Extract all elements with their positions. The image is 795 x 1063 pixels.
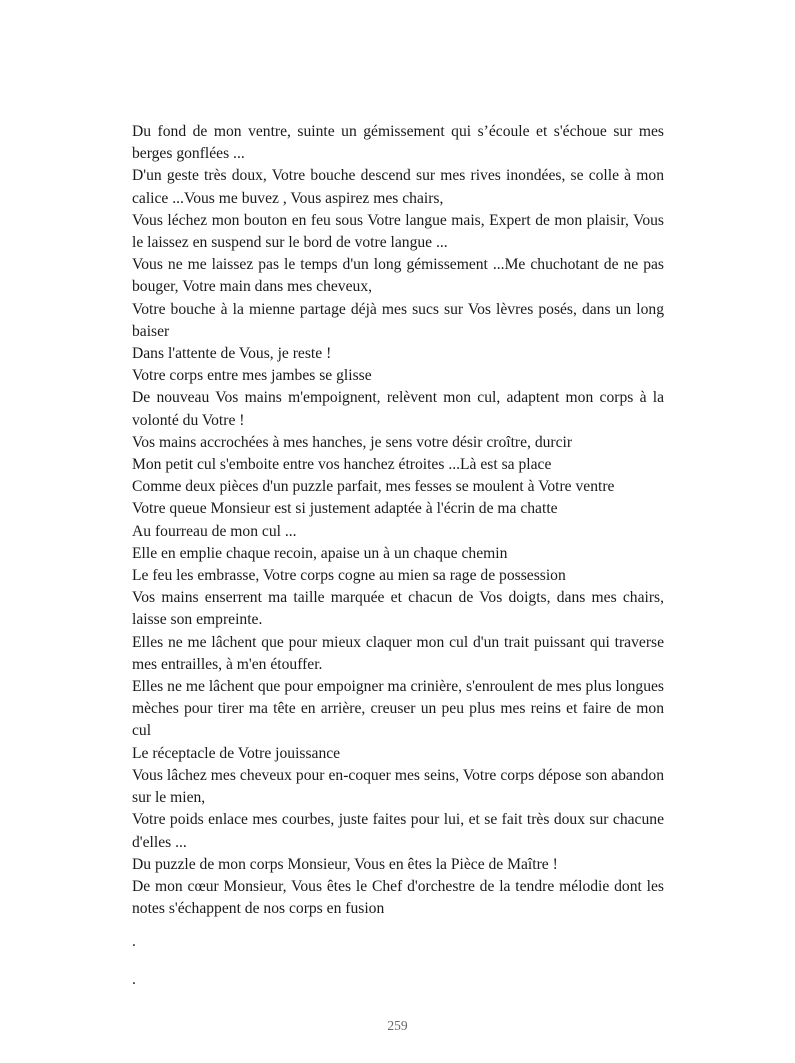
paragraph-11: Comme deux pièces d'un puzzle parfait, mes fesses se moulent à Votre ventre	[132, 478, 615, 496]
paragraph-6: Dans l'attente de Vous, je reste !	[132, 345, 332, 363]
paragraph-7: Votre corps entre mes jambes se glisse	[132, 367, 372, 385]
paragraph-12: Votre queue Monsieur est si justement adaptée à l'écrin de ma chatte	[132, 500, 558, 518]
paragraph-4: Vous ne me laissez pas le temps d'un long gémissement ...Me chuchotant de ne pas bouger, Votre main dans mes cheveux,	[132, 256, 664, 296]
paragraph-13: Au fourreau de mon cul ...	[132, 522, 297, 540]
paragraph-10: Mon petit cul s'emboite entre vos hanchez étroites ...Là est sa place	[132, 456, 552, 474]
trailing-mark-1: .	[132, 933, 136, 950]
paragraph-15: Le feu les embrasse, Votre corps cogne au mien sa rage de possession	[132, 567, 566, 585]
paragraph-16: Vos mains enserrent ma taille marquée et chacun de Vos doigts, dans mes chairs, laisse son empreinte.	[132, 589, 664, 629]
paragraph-18: Elles ne me lâchent que pour empoigner ma crinière, s'enroulent de mes plus longues mèches pour tirer ma tête en arrière, creuser un peu plus mes reins et faire de mon cul	[132, 678, 664, 740]
paragraph-2: D'un geste très doux, Votre bouche descend sur mes rives inondées, se colle à mon calice ...Vous me buvez , Vous aspirez mes chairs,	[132, 167, 664, 207]
paragraph-23: De mon cœur Monsieur, Vous êtes le Chef d'orchestre de la tendre mélodie dont les notes s'échappent de nos corps en fusion	[132, 877, 664, 918]
paragraph-17: Elles ne me lâchent que pour mieux claquer mon cul d'un trait puissant qui traverse mes entrailles, à m'en étouffer.	[132, 633, 664, 673]
paragraph-5: Votre bouche à la mienne partage déjà mes sucs sur Vos lèvres posés, dans un long baiser	[132, 300, 664, 340]
trailing-mark-2: .	[132, 971, 136, 988]
paragraph-14: Elle en emplie chaque recoin, apaise un à un chaque chemin	[132, 544, 508, 562]
paragraph-9: Vos mains accrochées à mes hanches, je sens votre désir croître, durcir	[132, 433, 573, 451]
body-text	[132, 121, 664, 920]
page-number: 259	[387, 1018, 408, 1033]
paragraph-21: Votre poids enlace mes courbes, juste faites pour lui, et se fait très doux sur chacune d'elles ...	[132, 811, 664, 851]
paragraph-22: Du puzzle de mon corps Monsieur, Vous en êtes la Pièce de Maître !	[132, 855, 558, 873]
paragraph-1: Du fond de mon ventre, suinte un gémissement qui s’écoule et s'échoue sur mes berges gonflées ...	[132, 123, 664, 163]
paragraph-3: Vous léchez mon bouton en feu sous Votre langue mais, Expert de mon plaisir, Vous le laissez en suspend sur le bord de votre langue ...	[132, 211, 664, 252]
trailing-marks	[132, 932, 136, 1008]
paragraph-8: De nouveau Vos mains m'empoignent, relèvent mon cul, adaptent mon corps à la volonté du Votre !	[132, 389, 664, 429]
paragraph-19: Le réceptacle de Votre jouissance	[132, 744, 341, 762]
paragraph-20: Vous lâchez mes cheveux pour en-coquer mes seins, Votre corps dépose son abandon sur le mien,	[132, 766, 664, 807]
